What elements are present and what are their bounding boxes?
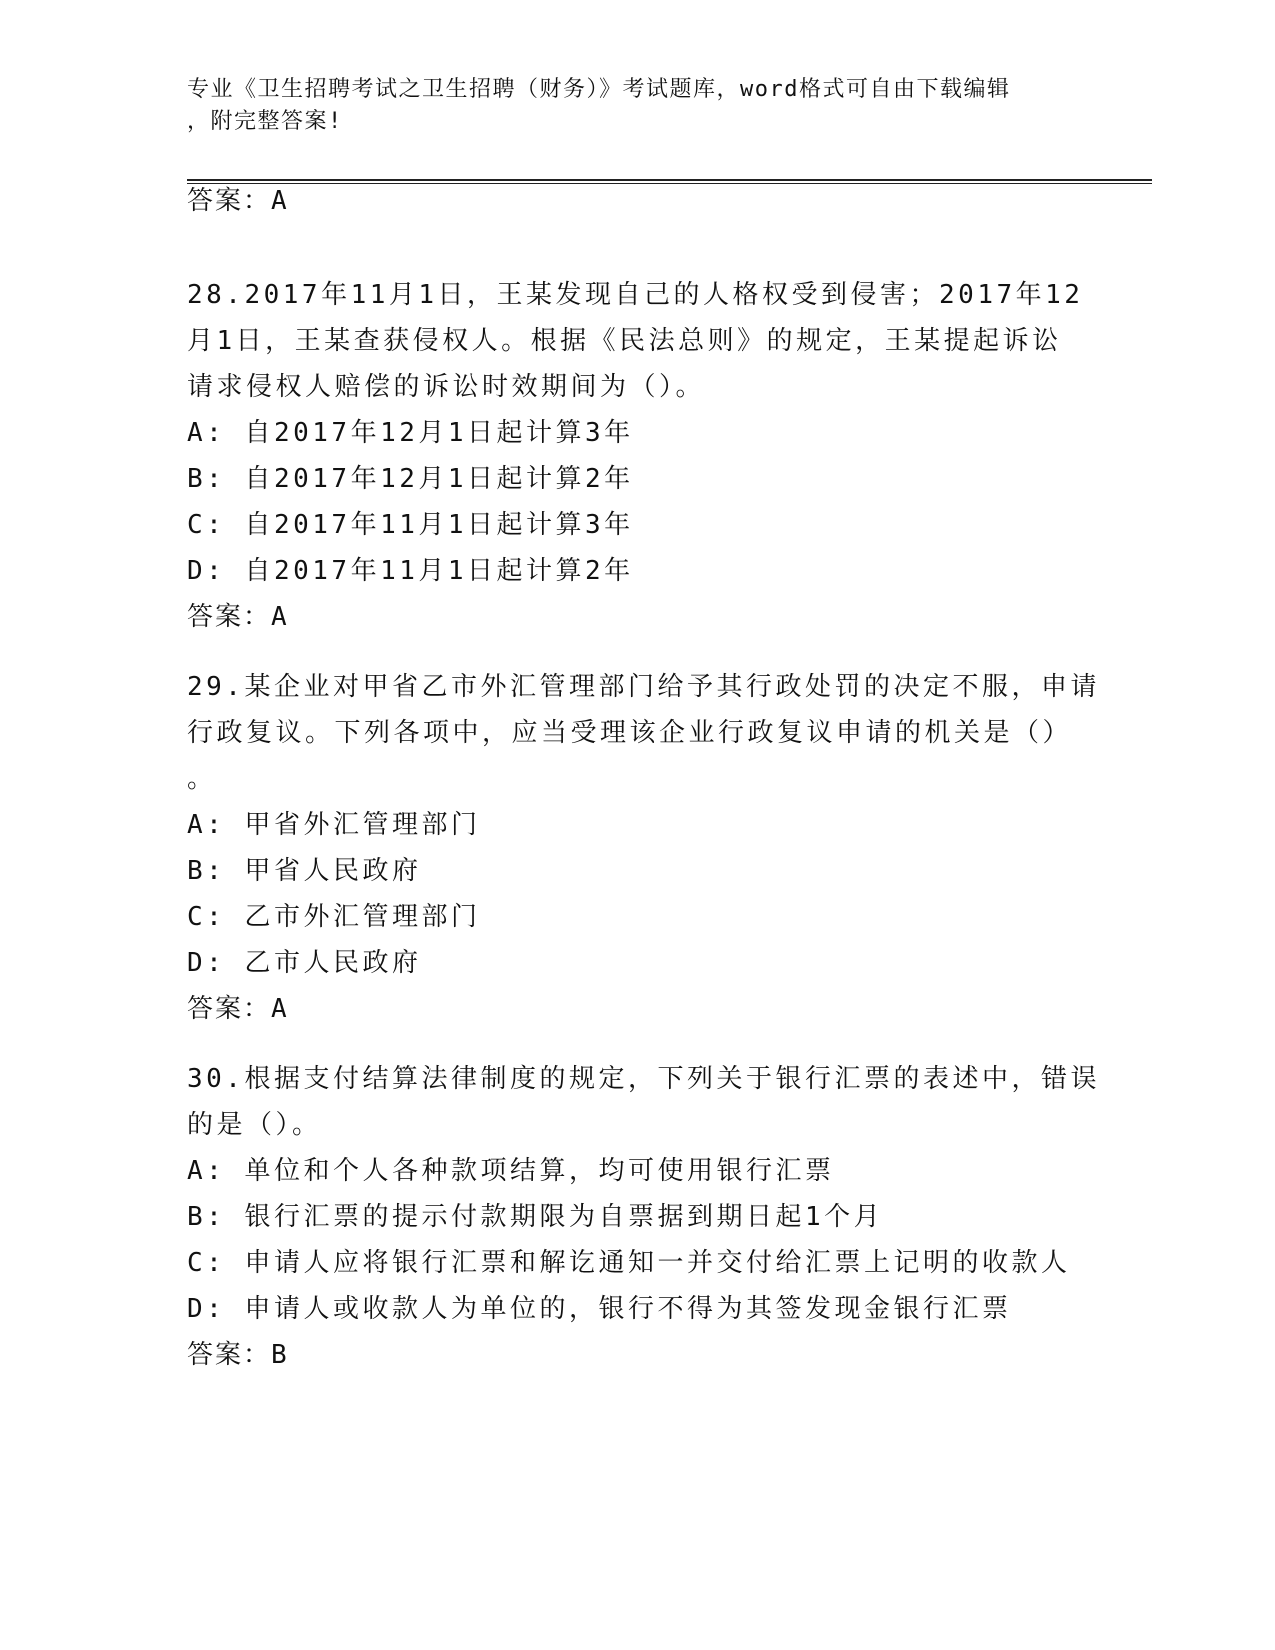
answer-value: A: [271, 186, 287, 216]
option-b: B: 自2017年12月1日起计算2年: [187, 464, 634, 494]
question-stem-line: 的是（）。: [187, 1110, 322, 1140]
option-c: C: 自2017年11月1日起计算3年: [187, 510, 634, 540]
question-30: [187, 1056, 1100, 1378]
answer-line: [187, 178, 1087, 224]
option-d: D: 自2017年11月1日起计算2年: [187, 556, 634, 586]
question-stem-line: 月1日，王某查获侵权人。根据《民法总则》的规定，王某提起诉讼: [187, 326, 1062, 356]
answer-label: 答案：: [187, 994, 272, 1024]
question-29: [187, 664, 1100, 1032]
question-28: [187, 272, 1087, 640]
answer-line: [187, 1332, 1087, 1378]
option-d: D: 申请人或收款人为单位的，银行不得为其签发现金银行汇票: [187, 1294, 1012, 1324]
previous-answer: [187, 178, 1087, 224]
question-stem-line: 。: [187, 764, 217, 794]
option-a: A: 单位和个人各种款项结算，均可使用银行汇票: [187, 1156, 835, 1186]
option-d: D: 乙市人民政府: [187, 948, 422, 978]
answer-line: [187, 594, 1087, 640]
answer-label: 答案：: [187, 1340, 272, 1370]
header-text-line-1: 专业《卫生招聘考试之卫生招聘（财务）》考试题库，word格式可自由下载编辑: [187, 77, 1011, 102]
page-header: [187, 74, 1067, 138]
option-a: A: 甲省外汇管理部门: [187, 810, 481, 840]
answer-value: A: [271, 602, 287, 632]
answer-value: A: [271, 994, 287, 1024]
option-b: B: 甲省人民政府: [187, 856, 422, 886]
answer-label: 答案：: [187, 186, 272, 216]
question-stem-line: 请求侵权人赔偿的诉讼时效期间为（）。: [187, 372, 706, 402]
header-text-line-2: ，附完整答案!: [187, 109, 343, 134]
answer-label: 答案：: [187, 602, 272, 632]
question-stem-line: 行政复议。下列各项中，应当受理该企业行政复议申请的机关是（）: [187, 718, 1073, 748]
question-stem-line: 30.根据支付结算法律制度的规定，下列关于银行汇票的表述中，错误: [187, 1064, 1100, 1094]
option-c: C: 乙市外汇管理部门: [187, 902, 481, 932]
question-stem-line: 28.2017年11月1日，王某发现自己的人格权受到侵害；2017年12: [187, 280, 1084, 310]
question-stem-line: 29.某企业对甲省乙市外汇管理部门给予其行政处罚的决定不服，申请: [187, 672, 1100, 702]
option-b: B: 银行汇票的提示付款期限为自票据到期日起1个月: [187, 1202, 884, 1232]
answer-value: B: [271, 1340, 287, 1370]
option-a: A: 自2017年12月1日起计算3年: [187, 418, 634, 448]
answer-line: [187, 986, 1087, 1032]
option-c: C: 申请人应将银行汇票和解讫通知一并交付给汇票上记明的收款人: [187, 1248, 1071, 1278]
